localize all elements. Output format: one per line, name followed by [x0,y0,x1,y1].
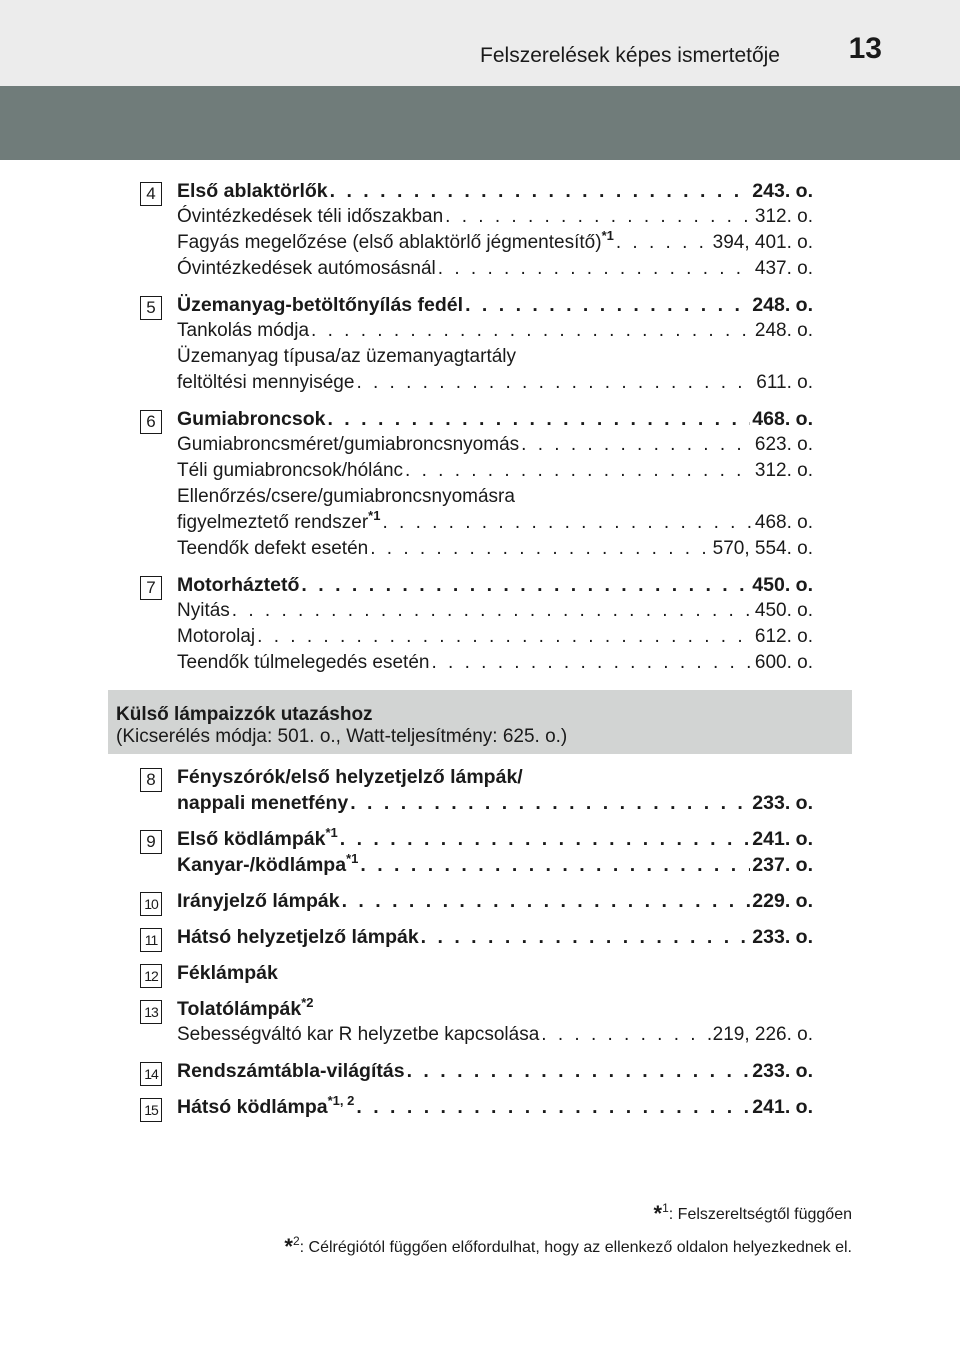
item-number-badge: 5 [140,296,162,320]
dot-leader [330,178,751,204]
notice-title: Külső lámpaizzók utazáshoz [116,704,373,725]
entry-label [177,458,403,484]
entry-page-ref: 219, 226. o. [712,1024,813,1045]
entry-label-text: Irányjelző lámpák [177,890,340,912]
index-entry [177,624,813,650]
entry-label [177,572,299,598]
entry-label [177,486,515,507]
dot-leader [342,888,751,914]
entry-label [177,346,516,367]
dot-leader [445,204,753,230]
index-section [0,178,960,282]
top-sections [0,178,960,676]
footnote-star: * [284,1234,293,1259]
dot-leader [407,1058,751,1084]
index-entry [177,432,813,458]
dot-leader [301,572,750,598]
entry-page-ref: 450. o. [752,574,813,596]
dot-leader [438,256,753,282]
entry-label [177,924,419,950]
entry-label [177,406,325,432]
entry-label [177,432,519,458]
notice-box [108,690,852,754]
dot-leader [521,432,753,458]
dot-leader [421,924,751,950]
entry-page-ref: 570, 554. o. [712,538,813,559]
index-entry [177,598,813,624]
entry-label-text: Teendők túlmelegedés esetén [177,652,430,673]
index-entry [177,536,813,562]
entry-label [177,230,614,256]
entry-label-text: Hátsó ködlámpa [177,1096,328,1118]
item-number-badge: 11 [140,928,162,952]
entry-label [177,370,354,396]
entry-label [177,995,314,1020]
entry-label [177,1022,539,1048]
index-entry [177,790,813,816]
entry-label [177,852,358,878]
entry-page-ref: 229. o. [752,890,813,912]
page-header [0,0,960,86]
dot-leader [257,624,753,650]
dot-leader [356,1094,750,1120]
footnote-text: : Felszereltségtől függően [668,1206,852,1223]
footnote-ref: *1 [325,825,338,840]
entry-label [177,256,436,282]
index-entry [177,318,813,344]
entry-label [177,598,230,624]
dot-leader [232,598,753,624]
footnote-2 [284,1228,852,1261]
notice-text: (Kicserélés módja: 501. o., Watt-teljesítmény: 625. o.) [116,726,568,747]
entry-page-ref: 437. o. [754,258,813,279]
entry-label [177,650,429,676]
entry-label-text: Kanyar-/ködlámpa [177,854,347,876]
entry-label [177,178,328,204]
footnote-sup: 1 [662,1201,669,1215]
entry-label [177,318,309,344]
index-entry [177,344,813,370]
item-number-badge: 8 [140,768,162,792]
index-section [0,826,960,878]
entry-page-ref: 241. o. [752,828,813,850]
entry-label-text: Nyitás [177,600,230,621]
entry-label-text: Sebességváltó kar R helyzetbe kapcsolása [177,1024,540,1045]
index-entry [177,204,813,230]
entry-label-text: Üzemanyag-betöltőnyílás fedél [177,294,464,316]
dot-leader [370,536,710,562]
entry-page-ref: 600. o. [754,652,813,673]
entry-page-ref: 233. o. [752,1060,813,1082]
entry-label-text: Ellenőrzés/csere/gumiabroncsnyomásra [177,486,515,507]
item-number-badge: 6 [140,410,162,434]
index-entry [177,292,813,318]
footnote-star: * [653,1201,663,1226]
entry-label [177,962,278,984]
index-entry [177,924,813,950]
index-entry [177,458,813,484]
index-section [0,572,960,676]
bottom-sections [0,764,960,1120]
dot-leader [431,650,752,676]
entry-label-text: Rendszámtábla-világítás [177,1060,405,1082]
dot-leader [405,458,753,484]
item-number-badge: 9 [140,830,162,854]
item-number-badge: 7 [140,576,162,600]
index-entry [177,1022,813,1048]
index-entry [177,406,813,432]
content [0,168,960,1120]
index-entry [177,510,813,536]
entry-page-ref: 241. o. [752,1096,813,1118]
page-number: 13 [848,32,882,65]
entry-page-ref: 248. o. [752,294,813,316]
dot-leader [350,790,750,816]
dot-leader [382,510,752,536]
footnote-1 [284,1195,852,1228]
index-section [0,960,960,986]
footnote-ref: *1, 2 [327,1093,355,1108]
index-entry [177,764,813,790]
entry-page-ref: 312. o. [754,460,813,481]
entry-label-text: Tankolás módja [177,320,310,341]
item-number-badge: 10 [140,892,162,916]
entry-page-ref: 233. o. [752,792,813,814]
index-section [0,924,960,950]
index-section [0,996,960,1048]
entry-page-ref: 468. o. [754,512,813,533]
entry-page-ref: 468. o. [752,408,813,430]
entry-label-text: figyelmeztető rendszer [177,512,369,533]
item-number-badge: 15 [140,1098,162,1122]
entry-label-text: Téli gumiabroncsok/hólánc [177,460,404,481]
index-entry [177,1058,813,1084]
entry-label [177,826,338,852]
dot-leader [541,1022,710,1048]
index-entry [177,230,813,256]
index-entry [177,826,813,852]
entry-label-text: Óvintézkedések autómosásnál [177,258,436,279]
entry-label-text: Féklámpák [177,962,278,984]
entry-label [177,624,255,650]
entry-page-ref: 611. o. [756,372,813,393]
entry-label [177,292,463,318]
item-number-badge: 12 [140,964,162,988]
entry-label-text: Motorháztető [177,574,300,596]
entry-label-text: Fényszórók/első helyzetjelző lámpák/ [177,766,523,788]
entry-label [177,204,443,230]
item-number-badge: 4 [140,182,162,206]
entry-page-ref: 623. o. [754,434,813,455]
entry-label [177,1094,354,1120]
item-number-badge: 14 [140,1062,162,1086]
item-number-badge: 13 [140,1000,162,1024]
entry-page-ref: 237. o. [752,854,813,876]
index-entry [177,256,813,282]
footnote-ref: *1 [346,851,359,866]
entry-label-text: Teendők defekt esetén [177,538,369,559]
footnote-ref: *2 [301,995,314,1010]
entry-label-text: Fagyás megelőzése (első ablaktörlő jégmentesítő) [177,232,602,253]
index-section [0,888,960,914]
index-section [0,1094,960,1120]
entry-label-text: Motorolaj [177,626,256,647]
entry-label-text: Óvintézkedések téli időszakban [177,206,444,227]
entry-page-ref: 450. o. [754,600,813,621]
index-section [0,1058,960,1084]
footnote-ref: *1 [368,508,381,523]
footnote-ref: *1 [601,228,614,243]
entry-label [177,536,368,562]
footnote-sup: 2 [292,1234,300,1248]
header-title: Felszerelések képes ismertetője [480,44,780,67]
dot-leader [356,370,754,396]
entry-label-text: Üzemanyag típusa/az üzemanyagtartály [177,346,517,367]
index-entry [177,960,813,986]
entry-label-text: feltöltési mennyisége [177,372,355,393]
index-entry [177,888,813,914]
index-entry [177,572,813,598]
entry-page-ref: 394, 401. o. [712,232,813,253]
entry-label-text: Gumiabroncsméret/gumiabroncsnyomás [177,434,520,455]
entry-label [177,510,380,536]
entry-label [177,888,340,914]
entry-page-ref: 233. o. [752,926,813,948]
index-entry [177,650,813,676]
index-section [0,292,960,396]
index-entry [177,370,813,396]
index-section [0,406,960,562]
footnote-text: : Célrégiótól függően előfordulhat, hogy az ellenkező oldalon helyezkednek el. [299,1239,852,1256]
entry-label-text: nappali menetfény [177,792,349,814]
entry-page-ref: 612. o. [754,626,813,647]
entry-label-text: Tolatólámpák [177,998,302,1020]
entry-page-ref: 248. o. [754,320,813,341]
dot-leader [311,318,753,344]
index-entry [177,178,813,204]
entry-page-ref: 312. o. [754,206,813,227]
dot-leader [465,292,750,318]
dot-leader [360,852,750,878]
index-entry [177,484,813,510]
index-entry [177,852,813,878]
footnotes [284,1195,852,1261]
index-entry [177,1094,813,1120]
entry-label-text: Első ablaktörlők [177,180,328,202]
header-band [0,86,960,160]
entry-label [177,1058,405,1084]
index-section [0,764,960,816]
dot-leader [616,230,711,256]
index-entry [177,996,813,1022]
entry-page-ref: 243. o. [752,180,813,202]
entry-label [177,766,523,788]
entry-label-text: Hátsó helyzetjelző lámpák [177,926,419,948]
dot-leader [327,406,750,432]
dot-leader [340,826,751,852]
entry-label [177,790,348,816]
entry-label-text: Gumiabroncsok [177,408,326,430]
entry-label-text: Első ködlámpák [177,828,326,850]
